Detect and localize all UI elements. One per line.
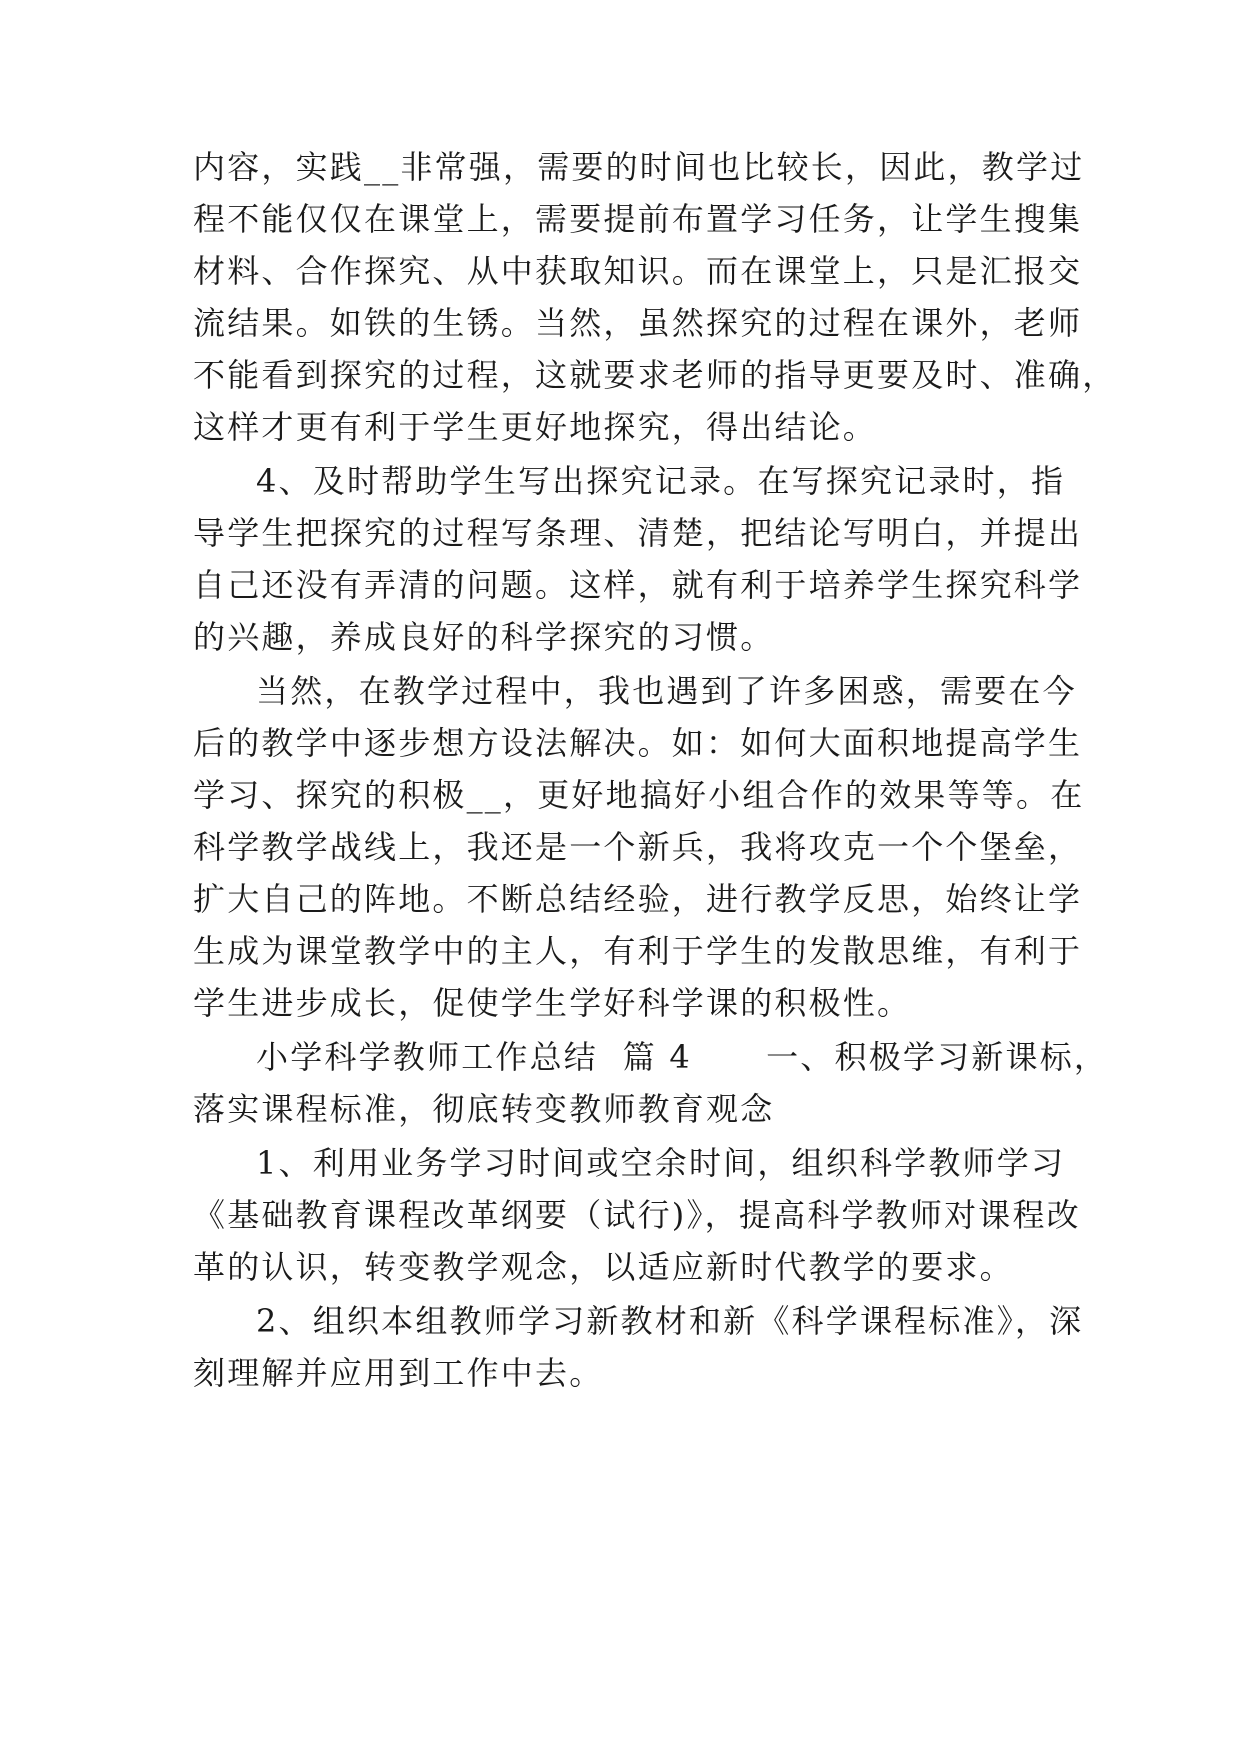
text-line: 导学生把探究的过程写条理、清楚，把结论写明白，并提出 [193, 514, 1083, 552]
text-line: 落实课程标准，彻底转变教师教育观念 [193, 1090, 775, 1128]
text-line: 后的教学中逐步想方设法解决。如：如何大面积地提高学生 [193, 724, 1083, 762]
text-line: 4、及时帮助学生写出探究记录。在写探究记录时，指 [256, 462, 1066, 500]
text-line: 流结果。如铁的生锈。当然，虽然探究的过程在课外，老师 [193, 304, 1083, 342]
text-line: 1、利用业务学习时间或空余时间，组织科学教师学习 [256, 1144, 1066, 1182]
text-line: 2、组织本组教师学习新教材和新《科学课程标准》，深 [256, 1302, 1084, 1340]
text-line: 革的认识，转变教学观念，以适应新时代教学的要求。 [193, 1248, 1014, 1286]
text-line: 这样才更有利于学生更好地探究，得出结论。 [193, 408, 878, 446]
text-line: 不能看到探究的过程，这就要求老师的指导更要及时、准确， [193, 356, 1117, 394]
section-heading-line: 小学科学教师工作总结 篇 4 一、积极学习新课标， [256, 1038, 1109, 1076]
text-line: 自己还没有弄清的问题。这样，就有利于培养学生探究科学 [193, 566, 1083, 604]
text-line: 内容，实践__非常强，需要的时间也比较长，因此，教学过 [193, 148, 1085, 186]
text-line: 材料、合作探究、从中获取知识。而在课堂上，只是汇报交 [193, 252, 1083, 290]
text-line: 科学教学战线上，我还是一个新兵，我将攻克一个个堡垒， [193, 828, 1083, 866]
text-line: 学习、探究的积极__，更好地搞好小组合作的效果等等。在 [193, 776, 1085, 814]
text-line: 当然，在教学过程中，我也遇到了许多困惑，需要在今 [256, 672, 1077, 710]
text-line: 的兴趣，养成良好的科学探究的习惯。 [193, 618, 775, 656]
text-line: 刻理解并应用到工作中去。 [193, 1354, 604, 1392]
text-line: 程不能仅仅在课堂上，需要提前布置学习任务，让学生搜集 [193, 200, 1083, 238]
text-line: 生成为课堂教学中的主人，有利于学生的发散思维，有利于 [193, 932, 1083, 970]
text-line: 扩大自己的阵地。不断总结经验，进行教学反思，始终让学 [193, 880, 1083, 918]
text-line: 《基础教育课程改革纲要（试行)》，提高科学教师对课程改 [193, 1196, 1081, 1234]
text-line: 学生进步成长，促使学生学好科学课的积极性。 [193, 984, 912, 1022]
